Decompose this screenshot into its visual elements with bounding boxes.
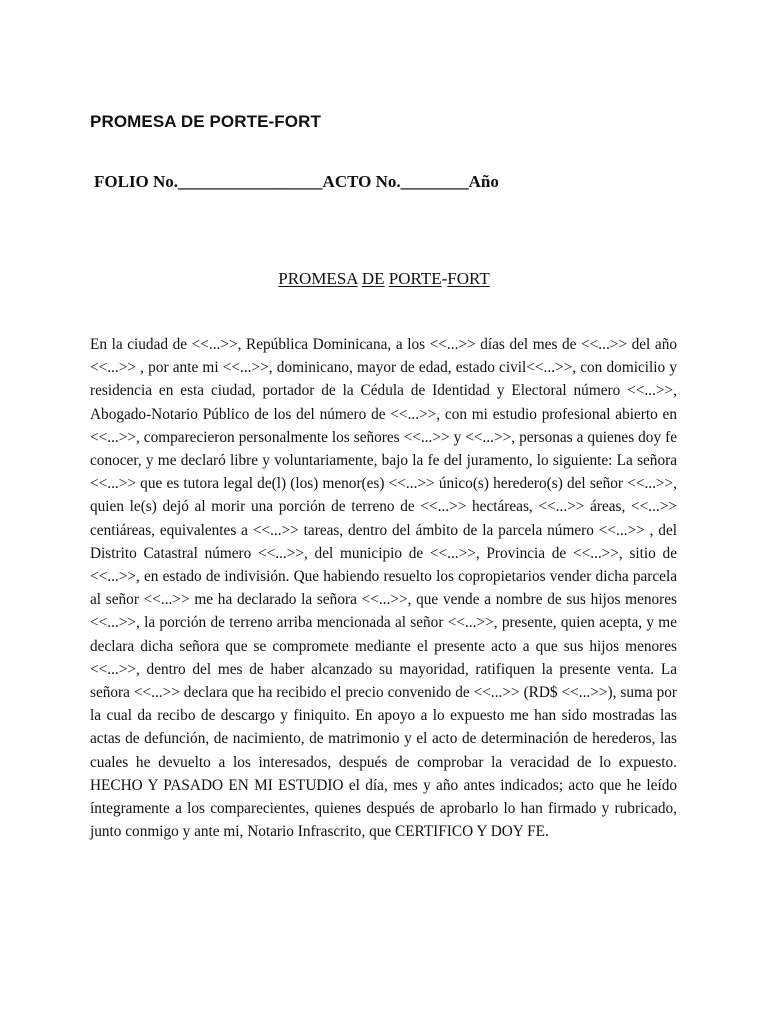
- title-word-porte: PORTE: [388, 269, 442, 288]
- body-paragraph: En la ciudad de <<...>>, República Dominicana, a los <<...>> días del mes de <<...>> del año <<...>> , por ante mi <<...>>, dominicano, mayor de edad, estado civil<<...>>, con domicilio y residencia en esta ciudad, portador de la Cédula de Identidad y Electoral número <<...>>, Abogado-Notario Público de los del número de <<...>>, con mi estudio profesional abierto en <<...>>, comparecieron personalmente los señores <<...>> y <<...>>, personas a quienes doy fe conocer, y me declaró libre y voluntariamente, bajo la fe del juramento, lo siguiente: La señora <<...>> que es tutora legal de(l) (los) menor(es) <<...>> único(s) heredero(s) del señor <<...>>, quien le(s) dejó al morir una porción de terreno de <<...>> hectáreas, <<...>> áreas, <<...>> centiáreas, equivalentes a <<...>> tareas, dentro del ámbito de la parcela número <<...>> , del Distrito Catastral número <<...>>, del municipio de <<...>>, Provincia de <<...>>, sitio de <<...>>, en estado de indivisión. Que habiendo resuelto los copropietarios vender dicha parcela al señor <<...>> me ha declarado la señora <<...>>, que vende a nombre de sus hijos menores <<...>>, la porción de terreno arriba mencionada al señor <<...>>, presente, quien acepta, y me declara dicha señora que se compromete mediante el presente acto a que sus hijos menores <<...>>, dentro del mes de haber alcanzado su mayoridad, ratifiquen la presente venta. La señora <<...>> declara que ha recibido el precio convenido de <<...>> (RD$ <<...>>), suma por la cual da recibo de descargo y finiquito. En apoyo a lo expuesto me han sido mostradas las actas de defunción, de nacimiento, de matrimonio y el acto de determinación de herederos, las cuales he devuelto a los interesados, después de comprobar la veracidad de lo expuesto. HECHO Y PASADO EN MI ESTUDIO el día, mes y año antes indicados; acto que he leído íntegramente a los comparecientes, quienes después de aprobarlo lo han firmado y rubricado, junto conmigo y ante mi, Notario Infrascrito, que CERTIFICO Y DOY FE.: [90, 336, 677, 841]
- folio-acto-line: FOLIO No._________________ACTO No.________Año: [94, 172, 499, 191]
- title-word-de: DE: [361, 269, 385, 288]
- document-heading: PROMESA DE PORTE-FORT: [90, 112, 321, 131]
- title-word-promesa: PROMESA: [278, 269, 358, 288]
- document-title: [0, 269, 768, 289]
- title-hyphen: -: [441, 269, 448, 288]
- title-word-fort: FORT: [447, 269, 490, 288]
